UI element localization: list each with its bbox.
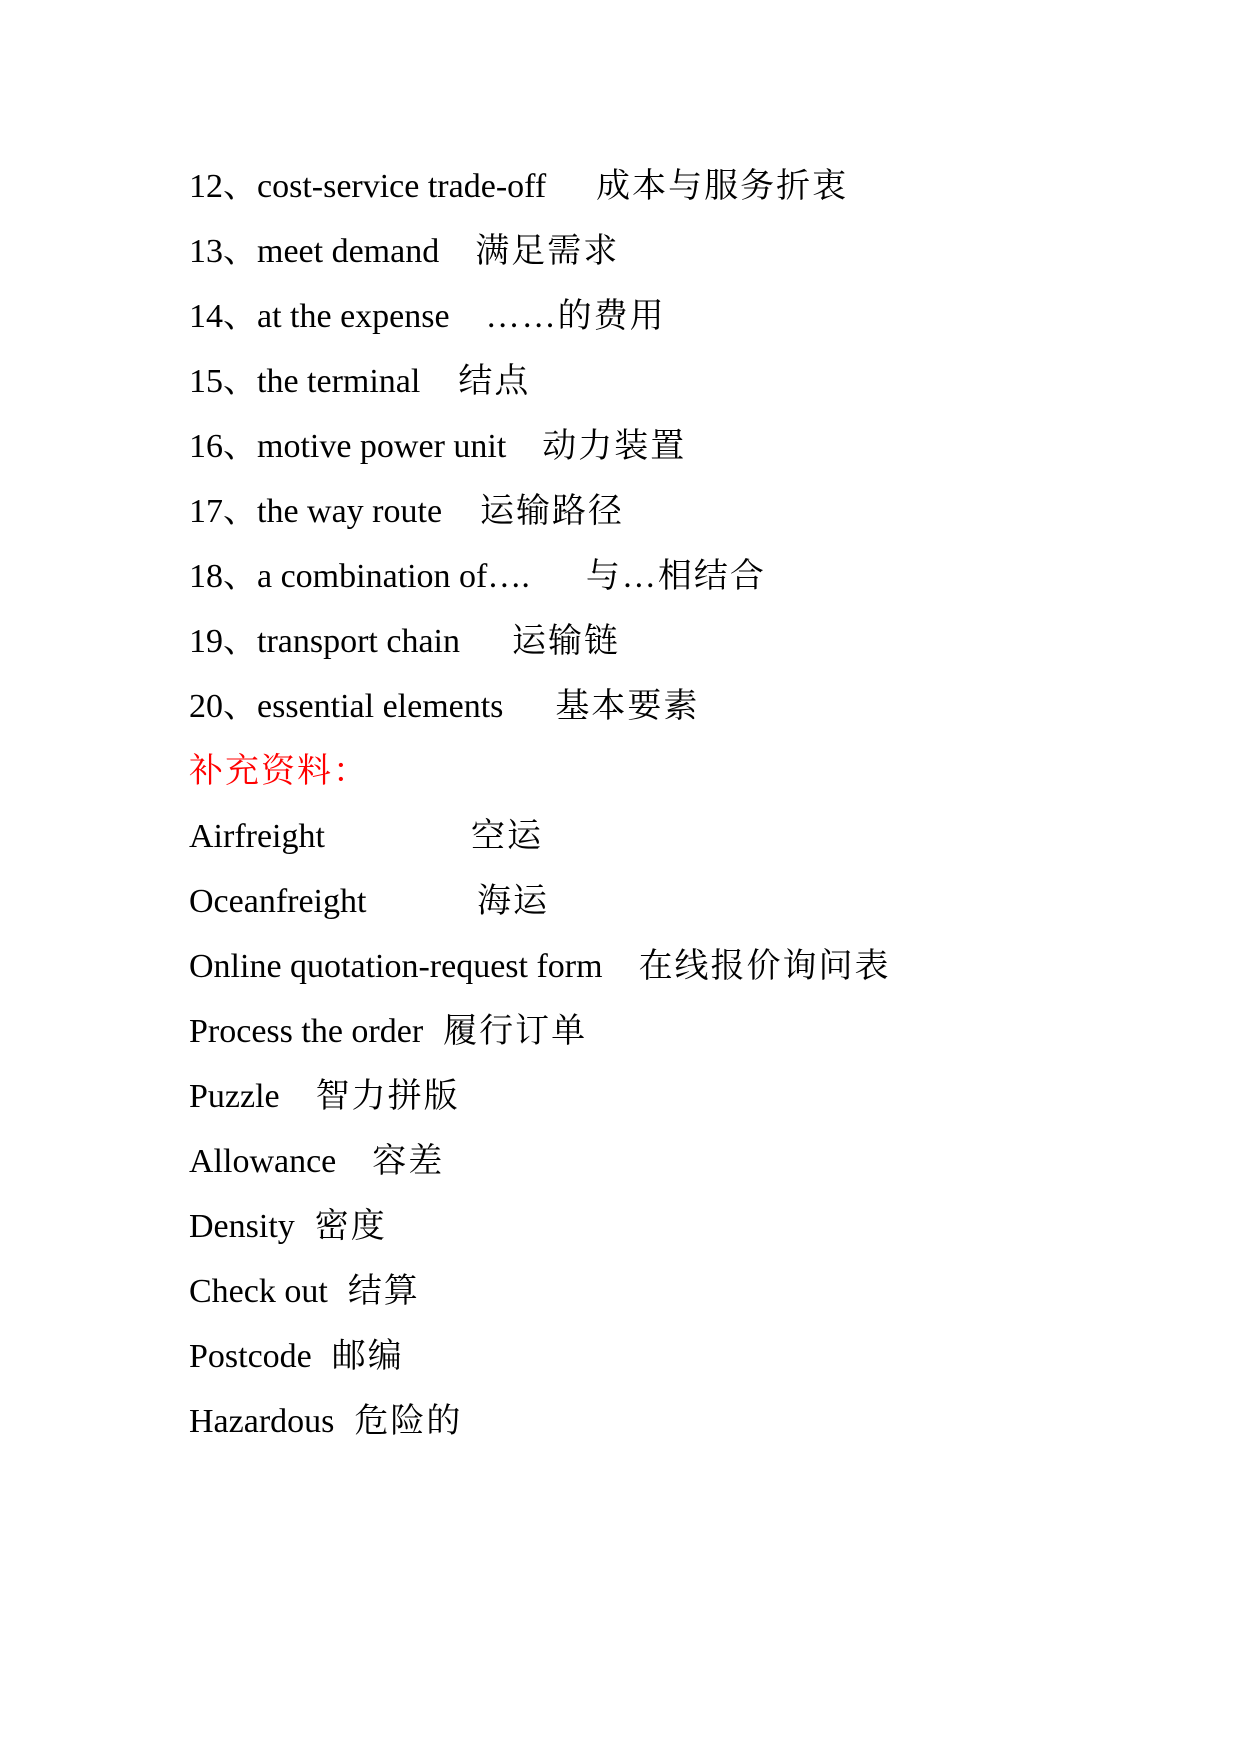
english-term: at the expense [257, 298, 450, 335]
item-number: 17、 [189, 493, 257, 530]
english-term: Process the order [189, 1013, 424, 1050]
chinese-translation: 容差 [372, 1143, 445, 1180]
item-number: 18、 [189, 558, 257, 595]
vocab-item-19 [189, 609, 1149, 674]
supplement-heading: 补充资料： [189, 753, 369, 790]
english-term: Density [189, 1208, 295, 1245]
vocab-item-17 [189, 479, 1149, 544]
english-term: Oceanfreight [189, 883, 367, 920]
english-term: cost-service trade-off [257, 168, 547, 205]
supplement-item [189, 1324, 1149, 1389]
supplement-item [189, 1064, 1149, 1129]
chinese-translation: 智力拼版 [315, 1078, 460, 1115]
vocab-item-15 [189, 349, 1149, 414]
chinese-translation: 运输路径 [480, 493, 625, 530]
chinese-translation: ……的费用 [485, 298, 666, 335]
english-term: Airfreight [189, 818, 325, 855]
supplement-item [189, 934, 1149, 999]
english-term: Online quotation-request form [189, 948, 603, 985]
item-number: 14、 [189, 298, 257, 335]
item-number: 20、 [189, 688, 257, 725]
chinese-translation: 满足需求 [475, 233, 620, 270]
chinese-translation: 密度 [314, 1208, 387, 1245]
vocab-item-20 [189, 674, 1149, 739]
english-term: meet demand [257, 233, 440, 270]
vocab-item-12 [189, 154, 1149, 219]
english-term: Allowance [189, 1143, 337, 1180]
chinese-translation: 基本要素 [555, 688, 700, 725]
chinese-translation: 空运 [471, 818, 543, 855]
chinese-translation: 邮编 [331, 1338, 404, 1375]
english-term: Check out [189, 1273, 328, 1310]
chinese-translation: 动力装置 [542, 428, 687, 465]
chinese-translation: 结点 [458, 363, 531, 400]
supplement-item [189, 1129, 1149, 1194]
supplement-item [189, 804, 1149, 869]
item-number: 16、 [189, 428, 257, 465]
supplement-item [189, 869, 1149, 934]
chinese-translation: 结算 [347, 1273, 420, 1310]
item-number: 13、 [189, 233, 257, 270]
document-content [189, 154, 1149, 1454]
chinese-translation: 海运 [477, 883, 549, 920]
chinese-translation: 运输链 [512, 623, 620, 660]
chinese-translation: 危险的 [354, 1403, 463, 1440]
vocab-item-13 [189, 219, 1149, 284]
english-term: Hazardous [189, 1403, 335, 1440]
english-term: motive power unit [257, 428, 507, 465]
supplement-item [189, 1194, 1149, 1259]
vocab-item-14 [189, 284, 1149, 349]
chinese-translation: 在线报价询问表 [638, 948, 891, 985]
supplement-item [189, 1259, 1149, 1324]
english-term: a combination of…. [257, 558, 530, 595]
vocab-item-16 [189, 414, 1149, 479]
chinese-translation: 与…相结合 [585, 558, 766, 595]
english-term: the way route [257, 493, 443, 530]
item-number: 19、 [189, 623, 257, 660]
supplement-item [189, 999, 1149, 1064]
chinese-translation: 履行订单 [443, 1013, 588, 1050]
english-term: the terminal [257, 363, 421, 400]
item-number: 12、 [189, 168, 257, 205]
english-term: Puzzle [189, 1078, 280, 1115]
english-term: transport chain [257, 623, 460, 660]
english-term: essential elements [257, 688, 504, 725]
chinese-translation: 成本与服务折衷 [596, 168, 849, 205]
supplement-item [189, 1389, 1149, 1454]
english-term: Postcode [189, 1338, 312, 1375]
vocab-item-18 [189, 544, 1149, 609]
item-number: 15、 [189, 363, 257, 400]
